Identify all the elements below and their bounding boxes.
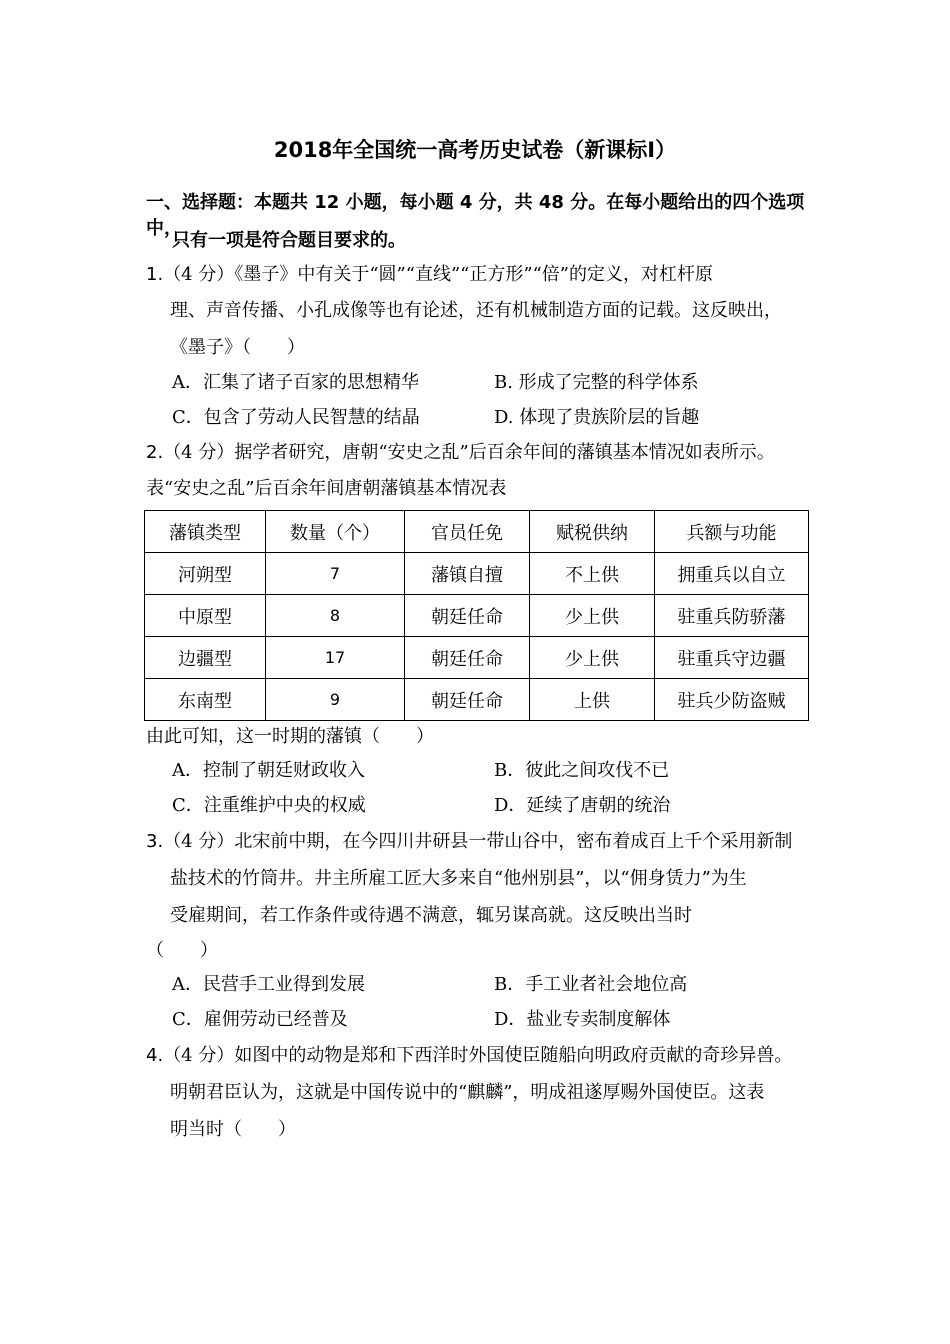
- table-cell: 朝廷任命: [405, 637, 530, 679]
- option-b: B．手工业者社会地位高: [494, 974, 688, 995]
- question-number: 2.: [146, 442, 164, 463]
- table-row: [145, 679, 809, 721]
- table-cell: 上供: [530, 679, 655, 721]
- table-cell: 朝廷任命: [405, 595, 530, 637]
- table-cell: 藩镇自擅: [405, 553, 530, 595]
- fanzhen-table: [144, 510, 809, 721]
- table-cell: 8: [266, 595, 405, 637]
- table-header-cell: 官员任免: [405, 511, 530, 553]
- table-cell: 少上供: [530, 637, 655, 679]
- option-b: B．彼此之间攻伐不已: [494, 760, 670, 781]
- question-text-line: 受雇期间，若工作条件或待遇不满意，辄另谋高就。这反映出当时: [170, 905, 692, 926]
- table-cell: 边疆型: [145, 637, 266, 679]
- question-text-line: （4 分）如图中的动物是郑和下西洋时外国使臣随船向明政府贡献的奇珍异兽。: [163, 1045, 793, 1066]
- table-header-row: [145, 511, 809, 553]
- option-c: C．注重维护中央的权威: [172, 795, 366, 816]
- question-text-line: 《墨子》（ ）: [170, 337, 305, 358]
- table-row: [145, 637, 809, 679]
- table-caption: 表“安史之乱”后百余年间唐朝藩镇基本情况表: [146, 478, 507, 499]
- table-cell: 7: [266, 553, 405, 595]
- question-number: 3.: [146, 831, 164, 852]
- question-text-line: 明当时（ ）: [170, 1119, 296, 1140]
- question-number: 1.: [146, 264, 164, 285]
- table-cell: 17: [266, 637, 405, 679]
- section-heading-line1: 一、选择题：本题共 12 小题，每小题 4 分，共 48 分。在每小题给出的四个选项中，: [146, 192, 805, 239]
- question-number: 4.: [146, 1045, 164, 1066]
- table-cell: 驻重兵守边疆: [655, 637, 809, 679]
- option-c: C．雇佣劳动已经普及: [172, 1009, 348, 1030]
- table-cell: 拥重兵以自立: [655, 553, 809, 595]
- table-header-cell: 赋税供纳: [530, 511, 655, 553]
- option-a: A．民营手工业得到发展: [172, 974, 365, 995]
- table-cell: 中原型: [145, 595, 266, 637]
- question-text-line: （4 分）北宋前中期，在今四川井研县一带山谷中，密布着成百上千个采用新制: [163, 831, 793, 852]
- page-title: 2018年全国统一高考历史试卷（新课标Ⅰ）: [273, 138, 677, 162]
- table-cell: 不上供: [530, 553, 655, 595]
- option-d: D．延续了唐朝的统治: [494, 795, 671, 816]
- table-row: [145, 595, 809, 637]
- question-text-line: （ ）: [146, 940, 218, 961]
- table-header-cell: 兵额与功能: [655, 511, 809, 553]
- question-text-line: 由此可知，这一时期的藩镇（ ）: [146, 726, 434, 747]
- table-cell: 9: [266, 679, 405, 721]
- option-a: A．控制了朝廷财政收入: [172, 760, 365, 781]
- table-header-cell: 藩镇类型: [145, 511, 266, 553]
- table-row: [145, 553, 809, 595]
- option-a: A．汇集了诸子百家的思想精华: [172, 372, 419, 393]
- question-text-line: 盐技术的竹筒井。井主所雇工匠大多来自“他州别县”，以“佣身赁力”为生: [170, 868, 747, 889]
- table-cell: 少上供: [530, 595, 655, 637]
- table-cell: 东南型: [145, 679, 266, 721]
- option-d: D．盐业专卖制度解体: [494, 1009, 671, 1030]
- question-text-line: （4 分）据学者研究，唐朝“安史之乱”后百余年间的藩镇基本情况如表所示。: [163, 442, 775, 463]
- table-cell: 朝廷任命: [405, 679, 530, 721]
- option-c: C．包含了劳动人民智慧的结晶: [172, 407, 420, 428]
- option-d: D. 体现了贵族阶层的旨趣: [494, 407, 700, 428]
- question-text-line: （4 分）《墨子》中有关于“圆”“直线”“正方形”“倍”的定义，对杠杆原: [163, 264, 713, 285]
- section-heading-line2: 只有一项是符合题目要求的。: [172, 230, 406, 251]
- table-header-cell: 数量（个）: [266, 511, 405, 553]
- table-cell: 河朔型: [145, 553, 266, 595]
- table-cell: 驻重兵防骄藩: [655, 595, 809, 637]
- table-cell: 驻兵少防盗贼: [655, 679, 809, 721]
- question-text-line: 理、声音传播、小孔成像等也有论述，还有机械制造方面的记载。这反映出，: [170, 300, 782, 321]
- question-text-line: 明朝君臣认为，这就是中国传说中的“麒麟”，明成祖遂厚赐外国使臣。这表: [170, 1082, 765, 1103]
- option-b: B. 形成了完整的科学体系: [494, 372, 699, 393]
